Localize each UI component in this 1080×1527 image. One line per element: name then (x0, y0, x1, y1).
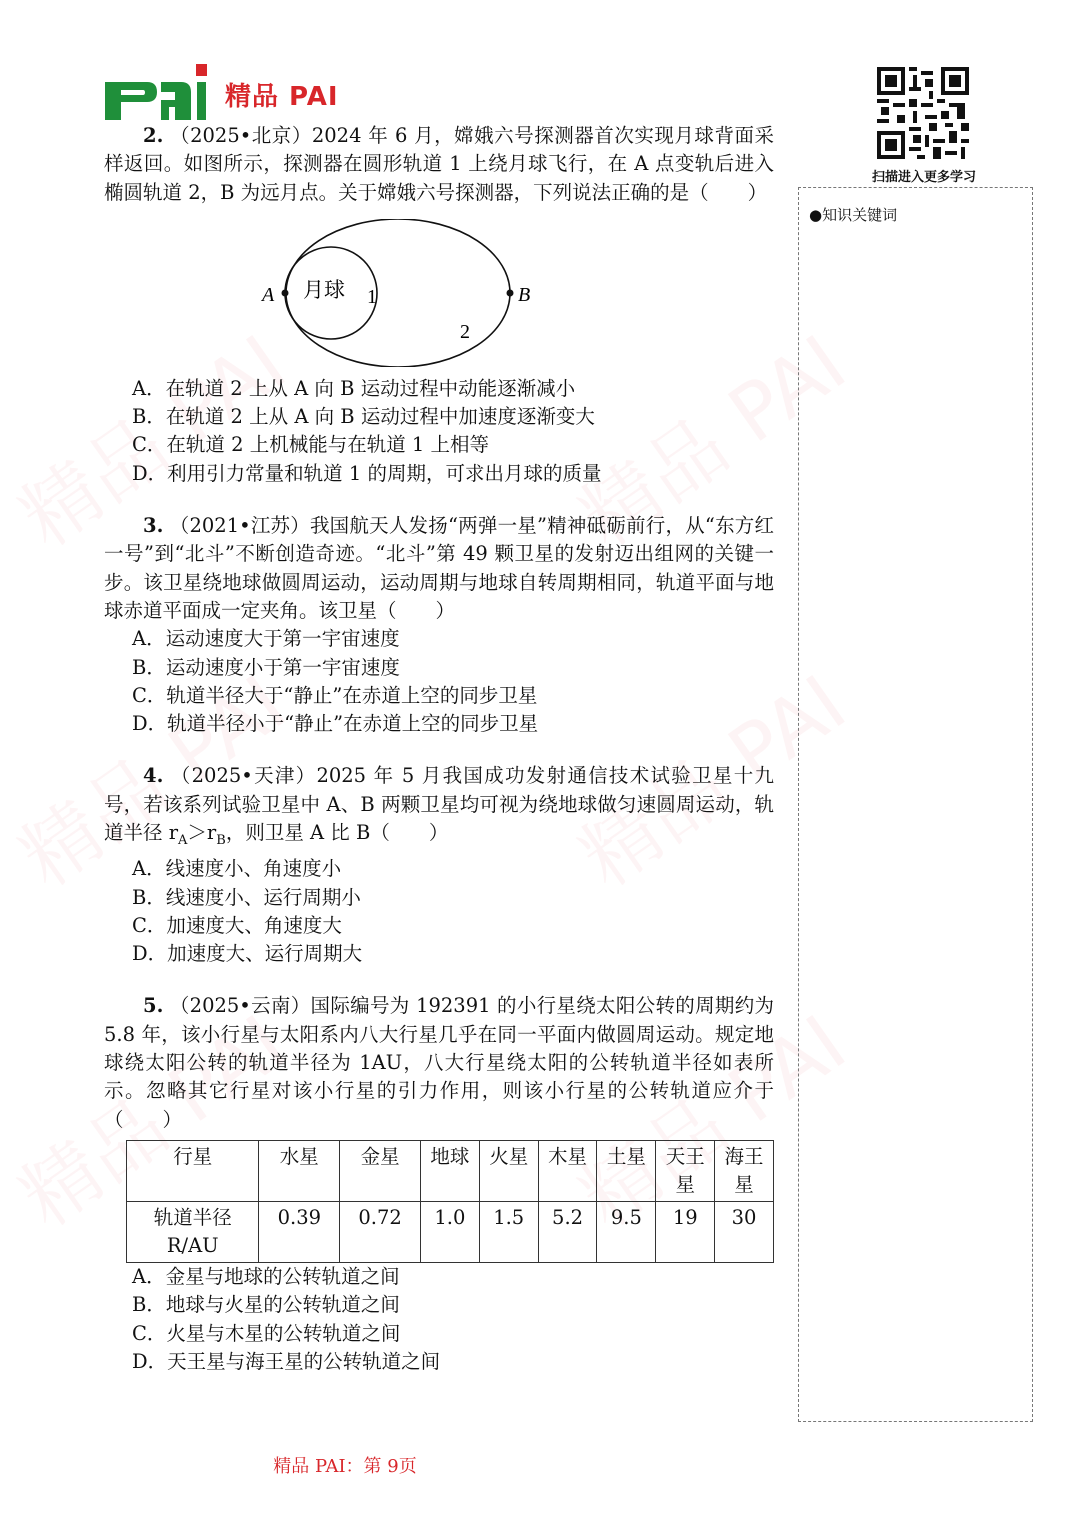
table-header-cell: 金星 (340, 1140, 421, 1201)
option-d: D．利用引力常量和轨道 1 的周期，可求出月球的质量 (132, 461, 602, 485)
pai-logo-icon (103, 62, 213, 122)
qr-caption: 扫描进入更多学习 (871, 170, 976, 185)
main-content (104, 122, 774, 1400)
table-header-cell: 木星 (538, 1140, 597, 1201)
table-header-cell: 土星 (597, 1140, 656, 1201)
option-a: A．运动速度大于第一宇宙速度 (132, 627, 400, 651)
sidebar-label: ●知识关键词 (809, 206, 898, 224)
option-c: C．轨道半径大于“静止”在赤道上空的同步卫星 (132, 683, 538, 707)
question-stem: 3. （2021•江苏）我国航天人发扬“两弹一星”精神砥砺前行，从“东方红一号”到“北斗”不断创造奇迹。“北斗”第 49 颗卫星的发射迈出组网的关键一步。该卫星绕地球做圆周运动，运动周期与地球自转周期相同，轨道平面与地球赤道平面成一定夹角。该卫星（ ） (104, 514, 774, 622)
question-stem: 2. （2025•北京）2024 年 6 月，嫦娥六号探测器首次实现月球背面采样返回。如图所示，探测器在圆形轨道 1 上绕月球飞行，在 A 点变轨后进入椭圆轨道 2，B 为远月点。关于嫦娥六号探测器，下列说法正确的是（ ） (104, 124, 774, 204)
option-b: B．运动速度小于第一宇宙速度 (132, 655, 400, 679)
question-stem: 4. （2025•天津）2025 年 5 月我国成功发射通信技术试验卫星十九号，若该系列试验卫星中 A、B 两颗卫星均可视为绕地球做匀速圆周运动，轨道半径 $r_A>r_B$，则卫星 A 比 B（ ） (104, 764, 774, 848)
table-cell: 0.39 (259, 1201, 340, 1262)
option-c: C．在轨道 2 上机械能与在轨道 1 上相等 (132, 433, 490, 457)
table-header-cell: 地球 (420, 1140, 479, 1201)
qr-code-icon (877, 67, 969, 159)
question-4 (104, 762, 774, 968)
page-footer: 精品 PAI：第 9页 (273, 1456, 417, 1477)
orbit-1-label: 1 (367, 285, 377, 308)
table-header-cell: 行星 (127, 1140, 259, 1201)
orbit-diagram (104, 219, 774, 367)
option-d: D．加速度大、运行周期大 (132, 942, 363, 966)
option-c: C．加速度大、角速度大 (132, 913, 342, 937)
question-stem: 5. （2025•云南）国际编号为 192391 的小行星绕太阳公转的周期约为 5.8 年，该小行星与太阳系内八大行星几乎在同一平面内做圆周运动。规定地球绕太阳公转的轨道半径为 1AU，八大行星绕太阳的公转轨道半径如表所示。忽略其它行星对该小行星的引力作用，则该小行星的公转轨道应介于（ ） (104, 994, 775, 1131)
option-d: D．轨道半径小于“静止”在赤道上空的同步卫星 (132, 712, 539, 736)
option-d: D．天王星与海王星的公转轨道之间 (132, 1349, 441, 1373)
planet-radius-table (126, 1140, 774, 1263)
option-a: A．在轨道 2 上从 A 向 B 运动过程中动能逐渐减小 (132, 376, 576, 400)
option-b: B．在轨道 2 上从 A 向 B 运动过程中加速度逐渐变大 (132, 405, 595, 429)
table-cell: 30 (715, 1201, 774, 1262)
point-b-dot (507, 289, 514, 296)
table-row (127, 1140, 774, 1201)
table-cell: 1.0 (420, 1201, 479, 1262)
point-a-label: A (262, 283, 275, 306)
table-header-cell: 水星 (259, 1140, 340, 1201)
option-b: B．线速度小、运行周期小 (132, 885, 361, 909)
point-b-label: B (518, 283, 531, 306)
table-cell: 9.5 (597, 1201, 656, 1262)
table-header-cell: 火星 (479, 1140, 538, 1201)
brand-logo (103, 62, 433, 122)
option-a: A．金星与地球的公转轨道之间 (132, 1264, 400, 1288)
table-header-cell: 天王 星 (656, 1140, 715, 1201)
table-cell: 1.5 (479, 1201, 538, 1262)
option-a: A．线速度小、角速度小 (132, 857, 342, 881)
table-cell: 19 (656, 1201, 715, 1262)
option-c: C．火星与木星的公转轨道之间 (132, 1321, 401, 1345)
table-cell: 0.72 (340, 1201, 421, 1262)
table-cell: 5.2 (538, 1201, 597, 1262)
table-row (127, 1201, 774, 1262)
point-a-dot (282, 289, 289, 296)
moon-label: 月球 (303, 277, 345, 302)
question-2 (104, 122, 774, 488)
table-header-cell: 海王 星 (715, 1140, 774, 1201)
brand-name: 精品 PAI (225, 82, 339, 112)
table-header-cell: 轨道半径 R/AU (127, 1201, 259, 1262)
option-b: B．地球与火星的公转轨道之间 (132, 1293, 400, 1317)
question-5 (104, 992, 774, 1376)
question-3 (104, 512, 774, 738)
orbit-2-label: 2 (460, 320, 470, 343)
notes-sidebar (798, 187, 1033, 1422)
